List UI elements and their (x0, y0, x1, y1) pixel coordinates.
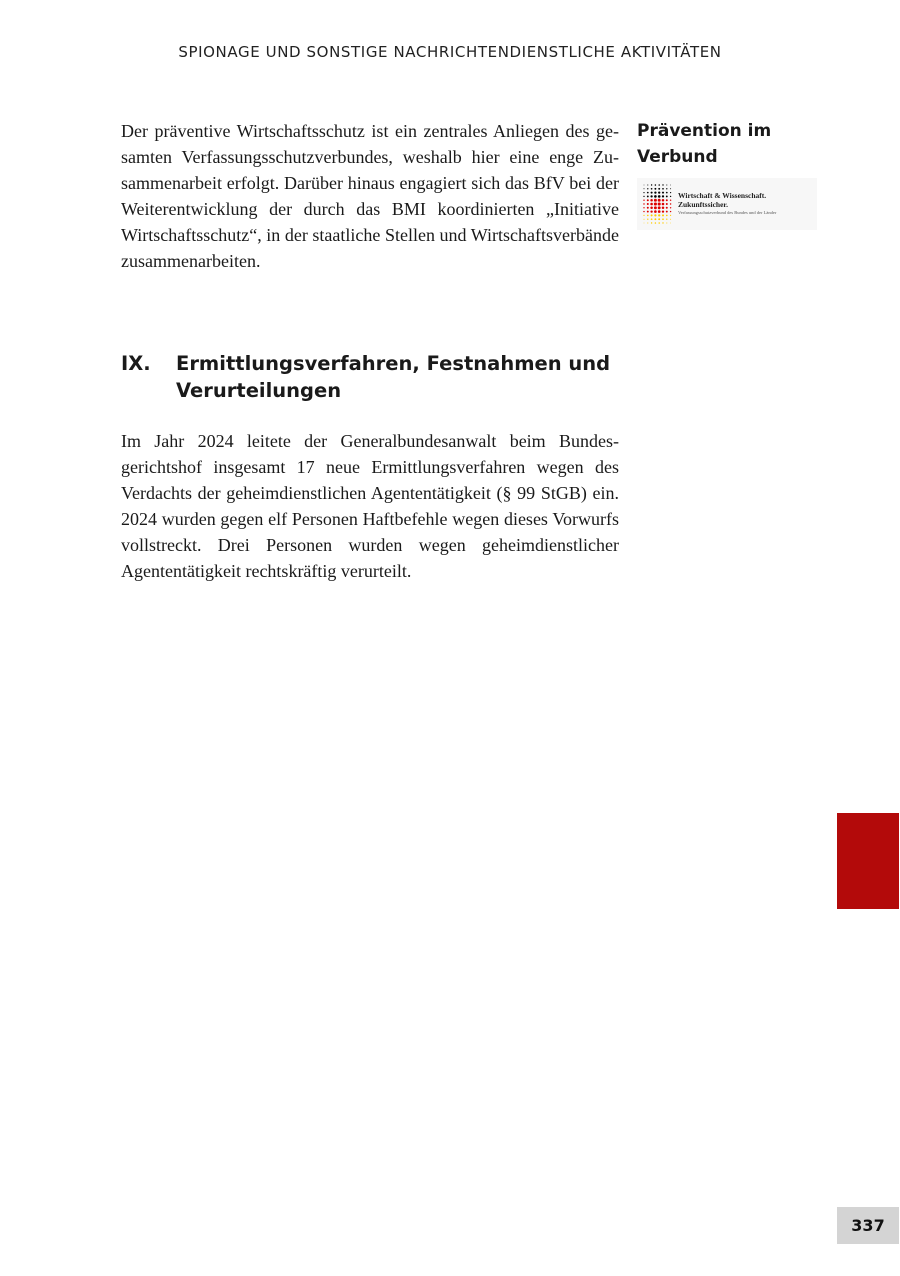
logo-dot (643, 192, 644, 193)
logo-dot (666, 195, 668, 197)
logo-dot (651, 218, 653, 220)
logo-text (678, 192, 776, 215)
logo-dot (654, 191, 656, 193)
logo-dot (666, 215, 668, 217)
logo-dot (658, 199, 661, 202)
logo-dot (647, 222, 648, 223)
logo-line3: Verfassungsschutzverbund des Bundes und der Länder (678, 209, 777, 215)
logo-dot (658, 214, 660, 216)
logo-dot (647, 211, 649, 213)
chapter-tab (837, 813, 899, 909)
logo-dot (662, 184, 663, 185)
logo-dot (654, 218, 656, 220)
logo-dot (666, 211, 668, 213)
logo-dot (658, 184, 660, 186)
logo-dot (658, 222, 660, 224)
logo-dot (647, 207, 649, 209)
logo-dot (644, 219, 645, 220)
logo-dot (651, 192, 653, 194)
logo-dot (647, 192, 649, 194)
logo-dot (647, 188, 648, 189)
logo-dot (666, 222, 667, 223)
logo-dot (651, 214, 653, 216)
logo-dot (658, 206, 661, 209)
margin-note-line1: Prävention im (637, 121, 772, 141)
section-title: Ermittlungsverfahren, Festnahmen und Verurteilungen (176, 352, 611, 402)
logo-dot (670, 215, 671, 216)
logo-dot (654, 210, 657, 213)
logo-dot (644, 185, 645, 186)
logo-dot (658, 188, 660, 190)
logo-dot (658, 210, 661, 213)
logo-dot (666, 188, 667, 189)
logo-dot (658, 202, 661, 205)
logo-dot (670, 185, 671, 186)
logo-dot (655, 184, 657, 186)
margin-note-line2: Verbund (637, 147, 718, 167)
logo-dot (666, 199, 668, 201)
logo-dot (658, 218, 660, 220)
logo-line1: Wirtschaft & Wissenschaft. (678, 191, 767, 201)
logo-dot (643, 215, 644, 216)
margin-note (637, 118, 817, 170)
section-heading (121, 350, 621, 404)
paragraph-ermittlungsverfahren: Im Jahr 2024 leitete der Generalbundesanwalt beim Bundesgerichtshof insgesamt 17 neue Ermittlungsverfahren wegen des Verdachts der geheimdienstlichen Agententätigkeit (§ 99 StGB) ein. 2024 wurden gegen elf Personen Haftbefehle wegen dieses Vorwurfs vollstreckt. Drei Personen wurden wegen geheimdienstlicher Agententätigkeit rechtskräftig verurteilt. (121, 431, 619, 581)
logo-dot (670, 196, 671, 197)
logo-dot (670, 192, 671, 193)
logo-dot (662, 188, 664, 190)
logo-dot (647, 203, 649, 205)
logo-dot (651, 222, 652, 223)
logo-dot (666, 184, 667, 185)
logo-dot (655, 222, 657, 224)
logo-dot (643, 203, 644, 204)
logo-dot (670, 219, 671, 220)
logo-dot (654, 199, 657, 202)
logo-dot (647, 215, 649, 217)
logo-dot (662, 195, 664, 197)
logo-dot (670, 223, 671, 224)
logo-dot (650, 199, 653, 202)
logo-dot (654, 214, 656, 216)
logo-dot (643, 199, 644, 200)
logo-dot (658, 191, 660, 193)
logo-dot (647, 184, 648, 185)
logo-dot (647, 199, 649, 201)
logo-dot (670, 211, 671, 212)
logo-dot (670, 199, 671, 200)
logo-dot (670, 188, 671, 189)
logo-dot (662, 222, 663, 223)
logo-dot (643, 207, 644, 208)
logo-dot (658, 195, 661, 198)
logo-dot (662, 199, 665, 202)
logo-dot (662, 192, 664, 194)
logo-dot (666, 219, 667, 220)
page-number: 337 (837, 1207, 899, 1244)
logo-dot (644, 188, 645, 189)
logo-dot (650, 203, 653, 206)
logo-dot (670, 207, 671, 208)
logo-dot (670, 203, 671, 204)
logo-dot (643, 211, 644, 212)
logo-dot (643, 196, 644, 197)
logo-line2: Zukunftssicher. (678, 199, 728, 209)
logo-dot (651, 184, 652, 185)
logo-dot (650, 207, 653, 210)
logo-dot (662, 214, 664, 216)
logo-dot (662, 210, 664, 212)
logo-dot (654, 206, 657, 209)
paragraph-wirtschaftsschutz: Der präventive Wirtschaftsschutz ist ein zentrales Anliegen des gesamten Verfassungsschutzverbundes, weshalb hier eine enge Zusammenarbeit erfolgt. Darüber hinaus engagiert sich das BfV bei der Weiterentwicklung der durch das BMI koordinierten „Initiative Wirtschaftsschutz“, in der staatliche Stellen und Wirtschaftsverbände zusammenarbeiten. (121, 121, 619, 271)
logo-dot (662, 207, 665, 210)
logo-dot (651, 188, 653, 190)
section-number: IX. (121, 352, 151, 375)
wirtschaftsschutz-logo (637, 178, 817, 230)
logo-dot (644, 223, 645, 224)
logo-dot (666, 207, 668, 209)
logo-dot (650, 210, 652, 212)
logo-dot (666, 203, 668, 205)
flag-dots-icon (640, 182, 674, 226)
logo-dot (662, 203, 665, 206)
running-header: SPIONAGE UND SONSTIGE NACHRICHTENDIENSTLICHE AKTIVITÄTEN (178, 43, 722, 61)
logo-dot (662, 218, 664, 220)
logo-dot (647, 219, 648, 220)
logo-dot (654, 202, 657, 205)
logo-dot (654, 188, 656, 190)
logo-dot (654, 195, 657, 198)
logo-dot (666, 192, 668, 194)
logo-dot (650, 195, 652, 197)
logo-dot (647, 195, 649, 197)
